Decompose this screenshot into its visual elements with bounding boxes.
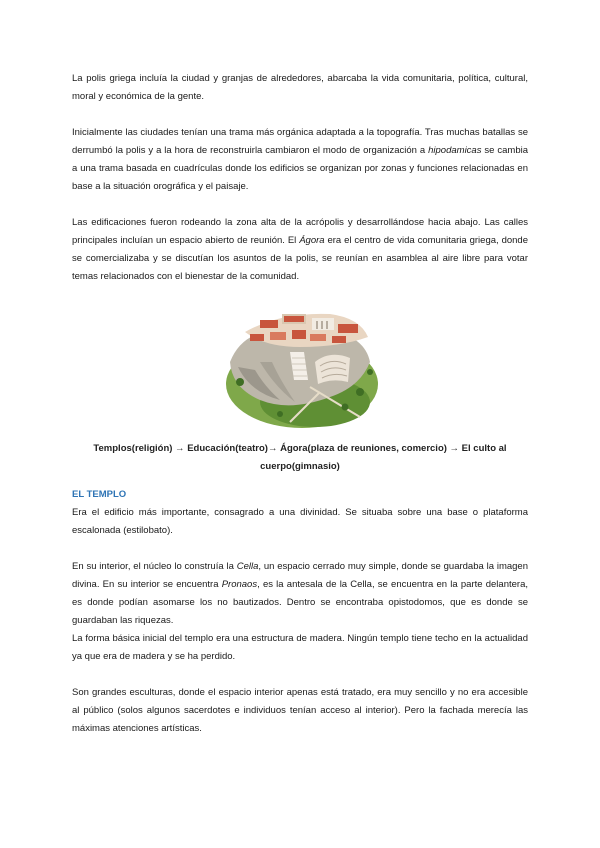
paragraph-trama: Inicialmente las ciudades tenían una trama más orgánica adaptada a la topografía. Tras muchas batallas se derrumbó la polis y a la hora de reconstruirla cambiaron el modo de organización a hipodamicas se cambia a una trama basada en cuadrículas donde los edificios se organizan por zonas y funciones relacionadas en base a la situación orográfica y el paisaje. xyxy=(72,127,528,192)
paragraph-polis: La polis griega incluía la ciudad y granjas de alrededores, abarcaba la vida comunitaria, política, cultural, moral y económica de la gente. xyxy=(72,73,528,102)
paragraph-cella: En su interior, el núcleo lo construía la Cella, un espacio cerrado muy simple, donde se guardaba la imagen divina. En su interior se encuentra Pronaos, es la antesala de la Cella, se encuentra en la parte delantera, es donde podían asomarse los no bautizados. Dentro se encontraba opistodomos, que es donde se guardaban las riquezas. xyxy=(72,561,528,626)
document-page xyxy=(72,70,528,738)
paragraph-madera: La forma básica inicial del templo era una estructura de madera. Ningún templo tiene techo en la actualidad ya que era de madera y se ha perdido. xyxy=(72,633,528,662)
acropolis-illustration xyxy=(220,292,380,432)
term-hipodamicas: hipodamicas xyxy=(428,145,482,156)
paragraph-esculturas: Son grandes esculturas, donde el espacio interior apenas está tratado, era muy sencillo y no era accesible al público (solos algunos sacerdotes e individuos tenían acceso al interior). Pero la fachada merecía las máximas atenciones artísticas. xyxy=(72,687,528,734)
paragraph-templo: Era el edificio más importante, consagrado a una divinidad. Se situaba sobre una base o plataforma escalonada (estilobato). xyxy=(72,507,528,536)
term-agora: Ágora xyxy=(299,235,325,246)
paragraph-agora: Las edificaciones fueron rodeando la zona alta de la acrópolis y desarrollándose hacia abajo. Las calles principales incluían un espacio abierto de reunión. El Ágora era el centro de vida comunitaria griega, donde se comercializaba y se discutían los asuntos de la polis, se reunían en asamblea al aire libre para votar temas relacionados con el bienestar de la comunidad. xyxy=(72,217,528,282)
term-pronaos: Pronaos xyxy=(221,579,258,590)
section-heading: EL TEMPLO xyxy=(72,489,127,500)
figure-caption-line2: cuerpo(gimnasio) xyxy=(260,461,340,472)
term-cella: Cella xyxy=(236,561,259,572)
figure-caption-line1: Templos(religión) → Educación(teatro)→ Ágora(plaza de reuniones, comercio) → El culto al xyxy=(93,443,507,454)
